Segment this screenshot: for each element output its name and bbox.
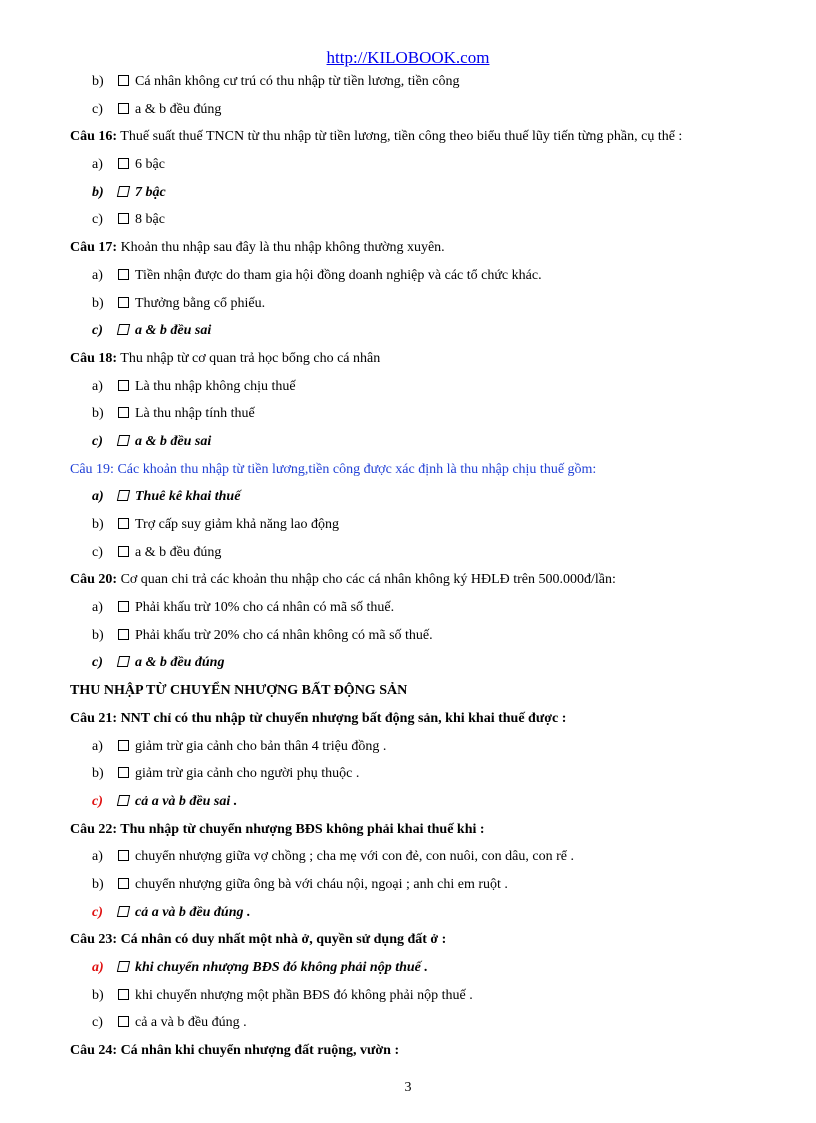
option-letter: c) xyxy=(92,655,103,671)
checkbox-icon xyxy=(117,906,130,917)
checkbox-icon xyxy=(117,186,130,197)
option-letter: c) xyxy=(92,323,103,339)
question-line xyxy=(70,125,750,153)
option-letter: b) xyxy=(92,74,104,89)
option-text: 6 bậc xyxy=(135,157,165,173)
option-letter: b) xyxy=(92,295,104,311)
option-text: Là thu nhập tính thuế xyxy=(135,406,255,422)
option-text: giảm trừ gia cảnh cho bản thân 4 triệu đồng . xyxy=(135,738,387,754)
checkbox-icon xyxy=(117,656,130,667)
option-text: Trợ cấp suy giảm khả năng lao động xyxy=(135,517,340,532)
page-number: 3 xyxy=(404,1080,412,1095)
option-letter: b) xyxy=(92,184,104,200)
checkbox-icon xyxy=(117,961,130,972)
option-text: cả a và b đều đúng . xyxy=(135,904,251,920)
option-letter: b) xyxy=(92,406,104,422)
answer-option xyxy=(70,901,750,929)
answer-option xyxy=(70,430,750,458)
option-text: cả a và b đều sai . xyxy=(135,793,238,809)
checkbox-icon xyxy=(117,324,130,335)
option-text: chuyển nhượng giữa vợ chồng ; cha mẹ với con đẻ, con nuôi, con dâu, con rể . xyxy=(135,849,574,865)
answer-option xyxy=(70,375,750,403)
option-text: Phải khấu trừ 20% cho cá nhân không có mã số thuế. xyxy=(135,627,433,643)
question-text: NNT chỉ có thu nhập từ chuyển nhượng bất động sản, khi khai thuế được : xyxy=(117,710,567,726)
checkbox-icon xyxy=(118,989,129,1000)
option-letter: a) xyxy=(92,378,103,394)
option-text: khi chuyển nhượng một phần BĐS đó không phải nộp thuế . xyxy=(135,987,473,1003)
option-letter: b) xyxy=(92,627,104,643)
option-letter: c) xyxy=(92,433,103,449)
question-line xyxy=(70,458,750,486)
option-letter: a) xyxy=(92,489,104,505)
checkbox-icon xyxy=(118,297,129,308)
checkbox-icon xyxy=(118,380,129,391)
question-line xyxy=(70,928,750,956)
question-number: Câu 18: xyxy=(70,350,118,366)
question-number: Câu 19: xyxy=(70,461,114,477)
option-text: Phải khấu trừ 10% cho cá nhân có mã số thuế. xyxy=(135,600,395,616)
checkbox-icon xyxy=(118,629,129,640)
question-number: Câu 24: xyxy=(70,1043,118,1059)
option-text: 8 bậc xyxy=(135,212,165,228)
option-text: a & b đều sai xyxy=(135,323,212,339)
answer-option xyxy=(70,153,750,181)
option-text: a & b đều đúng xyxy=(135,101,222,117)
option-letter: a) xyxy=(92,849,103,865)
question-line xyxy=(70,568,750,596)
option-text: a & b đều đúng xyxy=(135,544,222,560)
option-text: a & b đều đúng xyxy=(135,655,225,671)
answer-option xyxy=(70,596,750,624)
option-letter: a) xyxy=(92,738,103,754)
option-text: Thưởng bằng cổ phiếu. xyxy=(135,295,266,311)
checkbox-icon xyxy=(118,850,129,861)
answer-option xyxy=(70,70,750,98)
answer-option xyxy=(70,319,750,347)
option-text: Tiền nhận được do tham gia hội đồng doanh nghiệp và các tổ chức khác. xyxy=(135,267,542,283)
checkbox-icon xyxy=(118,518,129,529)
question-line xyxy=(70,1039,750,1067)
option-letter: a) xyxy=(92,267,103,283)
answer-option xyxy=(70,1011,750,1039)
answer-option xyxy=(70,264,750,292)
question-text: Thu nhập từ cơ quan trả học bổng cho cá nhân xyxy=(117,350,381,366)
question-text: Thu nhập từ chuyển nhượng BĐS không phải khai thuế khi : xyxy=(117,821,485,837)
option-letter: c) xyxy=(92,544,103,560)
option-text: a & b đều sai xyxy=(135,433,212,449)
checkbox-icon xyxy=(118,213,129,224)
checkbox-icon xyxy=(118,269,129,280)
document-body xyxy=(70,70,750,1067)
checkbox-icon xyxy=(118,546,129,557)
question-line xyxy=(70,707,750,735)
option-text: giảm trừ gia cảnh cho người phụ thuộc . xyxy=(135,766,360,782)
question-number: Câu 17: xyxy=(70,240,118,256)
question-line xyxy=(70,236,750,264)
question-text: Cơ quan chi trả các khoản thu nhập cho các cá nhân không ký HĐLĐ trên 500.000đ/lần: xyxy=(117,572,616,588)
question-line xyxy=(70,818,750,846)
answer-option xyxy=(70,762,750,790)
answer-option xyxy=(70,402,750,430)
question-number: Câu 23: xyxy=(70,932,118,948)
option-letter: a) xyxy=(92,960,104,975)
question-text: Khoản thu nhập sau đây là thu nhập không thường xuyên. xyxy=(117,240,445,256)
section-heading: THU NHẬP TỪ CHUYỂN NHƯỢNG BẤT ĐỘNG SẢN xyxy=(70,683,408,699)
checkbox-icon xyxy=(117,490,130,501)
answer-option xyxy=(70,98,750,126)
option-text: 7 bậc xyxy=(135,184,166,200)
checkbox-icon xyxy=(118,878,129,889)
answer-option xyxy=(70,845,750,873)
question-text: Cá nhân có duy nhất một nhà ở, quyền sử dụng đất ở : xyxy=(117,932,447,948)
answer-option xyxy=(70,735,750,763)
question-text: Các khoản thu nhập từ tiền lương,tiền công được xác định là thu nhập chịu thuế gồm: xyxy=(113,461,597,477)
option-letter: b) xyxy=(92,766,104,782)
checkbox-icon xyxy=(117,435,130,446)
answer-option xyxy=(70,956,750,984)
answer-option xyxy=(70,513,750,541)
checkbox-icon xyxy=(118,740,129,751)
answer-option xyxy=(70,208,750,236)
answer-option xyxy=(70,624,750,652)
option-letter: b) xyxy=(92,517,104,532)
checkbox-icon xyxy=(118,767,129,778)
question-text: Cá nhân khi chuyển nhượng đất ruộng, vườn : xyxy=(117,1043,400,1059)
option-letter: c) xyxy=(92,101,103,117)
answer-option xyxy=(70,181,750,209)
checkbox-icon xyxy=(117,795,130,806)
option-letter: c) xyxy=(92,793,103,809)
checkbox-icon xyxy=(118,103,129,114)
option-text: chuyển nhượng giữa ông bà với cháu nội, ngoại ; anh chi em ruột . xyxy=(135,876,508,892)
question-number: Câu 16: xyxy=(70,129,118,145)
option-text: khi chuyển nhượng BĐS đó không phải nộp thuế . xyxy=(135,960,428,975)
option-text: Cá nhân không cư trú có thu nhập từ tiền lương, tiền công xyxy=(135,74,460,89)
checkbox-icon xyxy=(118,158,129,169)
option-text: Là thu nhập không chịu thuế xyxy=(135,378,296,394)
question-number: Câu 20: xyxy=(70,572,118,588)
question-number: Câu 22: xyxy=(70,821,118,837)
checkbox-icon xyxy=(118,75,129,86)
checkbox-icon xyxy=(118,407,129,418)
answer-option xyxy=(70,541,750,569)
option-letter: b) xyxy=(92,876,104,892)
option-letter: a) xyxy=(92,600,103,616)
option-letter: a) xyxy=(92,157,103,173)
answer-option xyxy=(70,651,750,679)
option-text: Thuê kê khai thuế xyxy=(135,489,241,505)
option-letter: c) xyxy=(92,904,103,920)
page-header xyxy=(0,48,816,68)
header-link[interactable]: http://KILOBOOK.com xyxy=(326,48,490,67)
question-line xyxy=(70,347,750,375)
option-letter: c) xyxy=(92,1015,103,1031)
answer-option xyxy=(70,292,750,320)
answer-option xyxy=(70,790,750,818)
answer-option xyxy=(70,984,750,1012)
option-letter: c) xyxy=(92,212,103,228)
option-text: cả a và b đều đúng . xyxy=(135,1015,247,1031)
answer-option xyxy=(70,485,750,513)
option-letter: b) xyxy=(92,987,104,1003)
checkbox-icon xyxy=(118,601,129,612)
answer-option xyxy=(70,873,750,901)
question-number: Câu 21: xyxy=(70,710,118,726)
question-text: Thuế suất thuế TNCN từ thu nhập từ tiền lương, tiền công theo biểu thuế lũy tiến từng phần, cụ thể : xyxy=(117,129,683,145)
checkbox-icon xyxy=(118,1016,129,1027)
